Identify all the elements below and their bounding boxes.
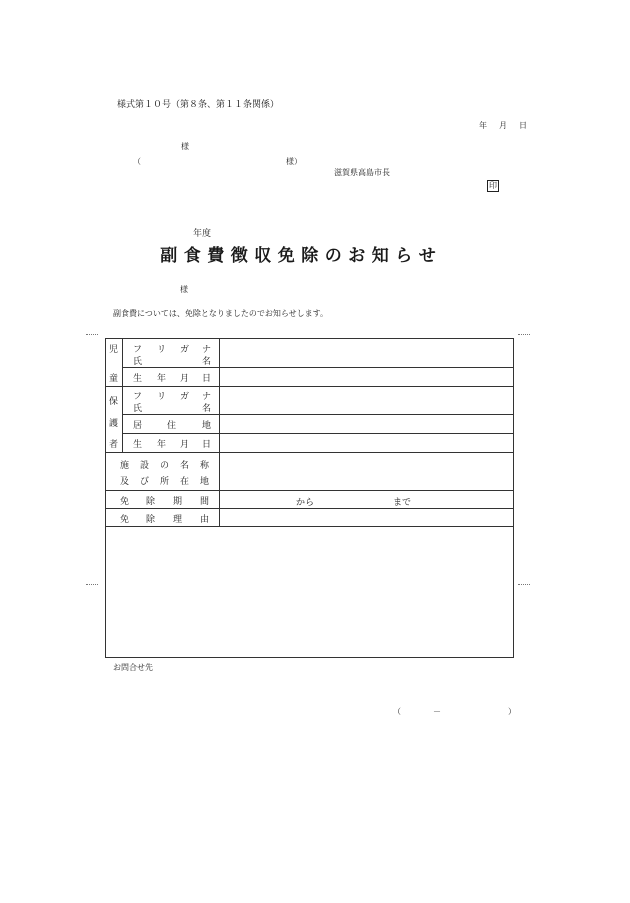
- reason-label-char: 由: [200, 515, 210, 525]
- child-name-char: 氏: [133, 357, 143, 367]
- reason-label-char: 免: [120, 515, 130, 525]
- child-furigana-char: ナ: [202, 345, 212, 355]
- guardian-group-char: 保: [109, 397, 119, 407]
- child-furigana-char: リ: [157, 345, 167, 355]
- fold-mark-right-bottom: [518, 584, 530, 585]
- date-label: 年 月 日: [479, 121, 529, 130]
- title-char: せ: [418, 246, 436, 266]
- facility-label-char: 施: [120, 461, 130, 471]
- title-char: 食: [183, 246, 201, 266]
- guardian-birth-char: 日: [202, 440, 212, 450]
- fiscal-year-label: 年度: [193, 229, 212, 239]
- contact-label: お問合せ先: [113, 663, 153, 672]
- reason-label-char: 理: [173, 515, 183, 525]
- period-from: から: [296, 498, 315, 508]
- facility-label-char: 名: [180, 461, 190, 471]
- intro-text: 副食費については、免除となりましたのでお知らせします。: [113, 309, 328, 318]
- child-birth-char: 年: [157, 374, 167, 384]
- title-char: 収: [254, 246, 272, 266]
- child-group-char: 児: [109, 345, 119, 355]
- phone-paren-close: ）: [508, 707, 516, 716]
- facility-label-char: 在: [180, 477, 190, 487]
- period-label-char: 間: [200, 497, 210, 507]
- facility-label-char: 所: [160, 477, 170, 487]
- seal-mark: 印: [489, 181, 497, 190]
- title-char: 徴: [230, 246, 248, 266]
- facility-label-char: 及: [120, 477, 130, 487]
- title-char: 費: [207, 246, 225, 266]
- title-char: 免: [277, 246, 295, 266]
- fold-mark-left-top: [86, 334, 98, 335]
- guardian-address-char: 地: [202, 421, 212, 431]
- phone-dash: －: [433, 707, 441, 716]
- fold-mark-right-top: [518, 334, 530, 335]
- guardian-group-char: 者: [109, 440, 119, 450]
- guardian-group-char: 護: [109, 419, 119, 429]
- guardian-birth-char: 月: [180, 440, 190, 450]
- period-label-char: 除: [146, 497, 156, 507]
- addressee-paren-suffix: 様）: [286, 157, 302, 166]
- guardian-furigana-char: ガ: [180, 392, 190, 402]
- period-label-char: 免: [120, 497, 130, 507]
- title-char: ら: [395, 246, 413, 266]
- period-to: まで: [393, 498, 412, 508]
- guardian-birth-char: 年: [157, 440, 167, 450]
- child-furigana-char: ガ: [180, 345, 190, 355]
- guardian-furigana-char: リ: [157, 392, 167, 402]
- addressee-suffix: 様: [181, 142, 189, 151]
- title-char: 副: [160, 246, 178, 266]
- guardian-furigana-char: ナ: [202, 392, 212, 402]
- guardian-name-char: 名: [202, 404, 212, 414]
- issuer-name: 滋賀県高島市長: [334, 168, 390, 177]
- fold-mark-left-bottom: [86, 584, 98, 585]
- facility-label-char: 称: [200, 461, 210, 471]
- title-char: の: [324, 246, 342, 266]
- phone-paren-open: （: [393, 707, 401, 716]
- title-char: 除: [301, 246, 319, 266]
- document-title: [157, 241, 439, 266]
- recipient-suffix: 様: [180, 285, 188, 294]
- facility-label-char: 地: [200, 477, 210, 487]
- facility-label-char: び: [140, 477, 150, 487]
- child-birth-char: 生: [133, 374, 143, 384]
- child-furigana-char: フ: [133, 345, 143, 355]
- child-birth-char: 日: [202, 374, 212, 384]
- title-char: お: [348, 246, 366, 266]
- child-group-char: 童: [109, 374, 119, 384]
- period-label-char: 期: [173, 497, 183, 507]
- title-char: 知: [371, 246, 389, 266]
- guardian-address-char: 住: [167, 421, 177, 431]
- guardian-birth-char: 生: [133, 440, 143, 450]
- form-number: 様式第１０号（第８条、第１１条関係）: [117, 100, 280, 110]
- child-birth-char: 月: [180, 374, 190, 384]
- guardian-address-char: 居: [133, 421, 143, 431]
- guardian-name-char: 氏: [133, 404, 143, 414]
- facility-label-char: の: [160, 461, 170, 471]
- addressee-paren-open: （: [133, 157, 141, 166]
- facility-label-char: 設: [140, 461, 150, 471]
- guardian-furigana-char: フ: [133, 392, 143, 402]
- child-name-char: 名: [202, 357, 212, 367]
- reason-label-char: 除: [146, 515, 156, 525]
